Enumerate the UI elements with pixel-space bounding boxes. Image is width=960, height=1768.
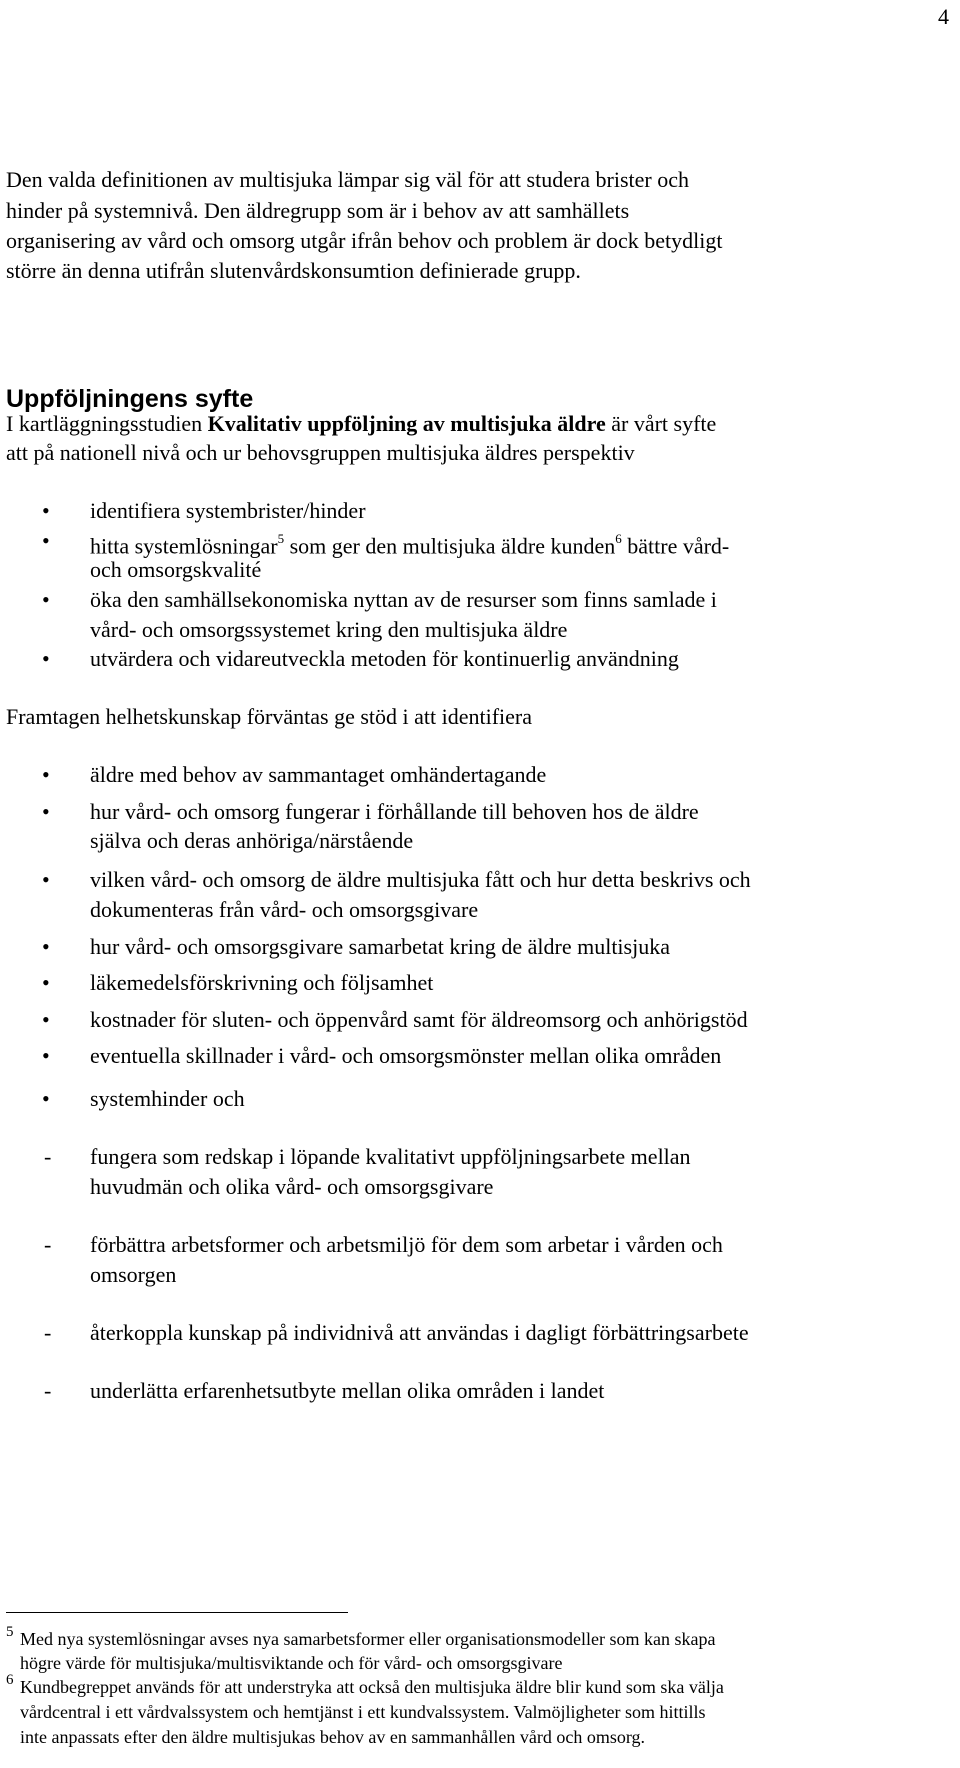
footnote-5-line-1: Med nya systemlösningar avses nya samarbetsformer eller organisationsmodeller som kan skapa: [20, 1629, 716, 1649]
bullet-icon: •: [42, 970, 50, 995]
bullet-icon: •: [42, 1007, 50, 1032]
list-item-continuation: vård- och omsorgssystemet kring den multisjuka äldre: [90, 617, 568, 642]
list-item: utvärdera och vidareutveckla metoden för kontinuerlig användning: [90, 646, 679, 671]
list-item-continuation: omsorgen: [90, 1262, 177, 1287]
purpose-text-before: I kartläggningsstudien: [6, 411, 208, 436]
intro-line-1: Den valda definitionen av multisjuka lämpar sig väl för att studera brister och: [6, 167, 690, 192]
list-item: systemhinder och: [90, 1086, 245, 1111]
list-item: äldre med behov av sammantaget omhändertagande: [90, 762, 547, 787]
footnote-mark-5: 5: [6, 1624, 14, 1640]
footnote-6-line-3: inte anpassats efter den äldre multisjukas behov av en sammanhållen vård och omsorg.: [20, 1727, 645, 1747]
bullet-icon: •: [42, 498, 50, 523]
list-item-text: bättre vård-: [621, 533, 730, 559]
list-item: eventuella skillnader i vård- och omsorgsmönster mellan olika områden: [90, 1043, 722, 1068]
list-item-continuation: själva och deras anhöriga/närstående: [90, 828, 414, 853]
footnote-mark-6: 6: [6, 1672, 14, 1688]
footnote-ref-6: 6: [615, 531, 622, 546]
bullet-icon: •: [42, 799, 50, 824]
section-heading: Uppföljningens syfte: [6, 385, 254, 413]
intro-line-4: större än denna utifrån slutenvårdskonsumtion definierade grupp.: [6, 258, 581, 283]
list-item: hur vård- och omsorg fungerar i förhållande till behoven hos de äldre: [90, 799, 699, 824]
list-item-continuation: dokumenteras från vård- och omsorgsgivare: [90, 897, 479, 922]
bullet-icon: •: [42, 587, 50, 612]
list-item-continuation: huvudmän och olika vård- och omsorgsgivare: [90, 1174, 494, 1199]
footnote-6-line-1: Kundbegreppet används för att understryka att också den multisjuka äldre blir kund som ska välja: [20, 1677, 724, 1697]
footnote-ref-5: 5: [277, 531, 285, 546]
dash-marker: -: [44, 1320, 52, 1345]
purpose-text-after: är vårt syfte: [605, 411, 717, 436]
list-item: läkemedelsförskrivning och följsamhet: [90, 970, 434, 995]
intro-line-3: organisering av vård och omsorg utgår ifrån behov och problem är dock betydligt: [6, 228, 723, 253]
list-item: kostnader för sluten- och öppenvård samt för äldreomsorg och anhörigstöd: [90, 1007, 748, 1032]
bullet-icon: •: [42, 646, 50, 671]
bullet-icon: •: [42, 867, 50, 892]
list-item: fungera som redskap i löpande kvalitativt uppföljningsarbete mellan: [90, 1144, 691, 1169]
list-item: vilken vård- och omsorg de äldre multisjuka fått och hur detta beskrivs och: [90, 867, 751, 892]
dash-marker: -: [44, 1144, 52, 1169]
paragraph-framtagen: Framtagen helhetskunskap förväntas ge stöd i att identifiera: [6, 704, 533, 729]
bullet-icon: •: [42, 762, 50, 787]
bullet-icon: •: [42, 1086, 50, 1111]
bullet-icon: •: [42, 528, 50, 553]
purpose-line-2: att på nationell nivå och ur behovsgruppen multisjuka äldres perspektiv: [6, 440, 635, 465]
dash-marker: -: [44, 1232, 52, 1257]
dash-marker: -: [44, 1378, 52, 1403]
intro-line-2: hinder på systemnivå. Den äldregrupp som är i behov av att samhällets: [6, 198, 630, 223]
list-item-text: hitta systemlösningar: [90, 533, 278, 559]
list-item-continuation: och omsorgskvalité: [90, 557, 262, 582]
list-item: hur vård- och omsorgsgivare samarbetat kring de äldre multisjuka: [90, 934, 670, 959]
bullet-icon: •: [42, 934, 50, 959]
list-item: öka den samhällsekonomiska nyttan av de resurser som finns samlade i: [90, 587, 717, 612]
purpose-line-1: [6, 409, 716, 439]
list-item-text: som ger den multisjuka äldre kunden: [284, 533, 616, 559]
footnote-6-line-2: vårdcentral i ett vårdvalssystem och hemtjänst i ett kundvalssystem. Valmöjligheter som hittills: [20, 1702, 706, 1722]
footnote-separator: [6, 1612, 348, 1613]
study-title: Kvalitativ uppföljning av multisjuka äldre: [207, 411, 606, 436]
footnote-5-line-2: högre värde för multisjuka/multisviktande och för vård- och omsorgsgivare: [20, 1653, 563, 1673]
list-item: underlätta erfarenhetsutbyte mellan olika områden i landet: [90, 1378, 605, 1403]
list-item: återkoppla kunskap på individnivå att användas i dagligt förbättringsarbete: [90, 1320, 749, 1345]
page-number: 4: [938, 4, 949, 29]
bullet-icon: •: [42, 1043, 50, 1068]
list-item: identifiera systembrister/hinder: [90, 498, 366, 523]
list-item: förbättra arbetsformer och arbetsmiljö för dem som arbetar i vården och: [90, 1232, 723, 1257]
